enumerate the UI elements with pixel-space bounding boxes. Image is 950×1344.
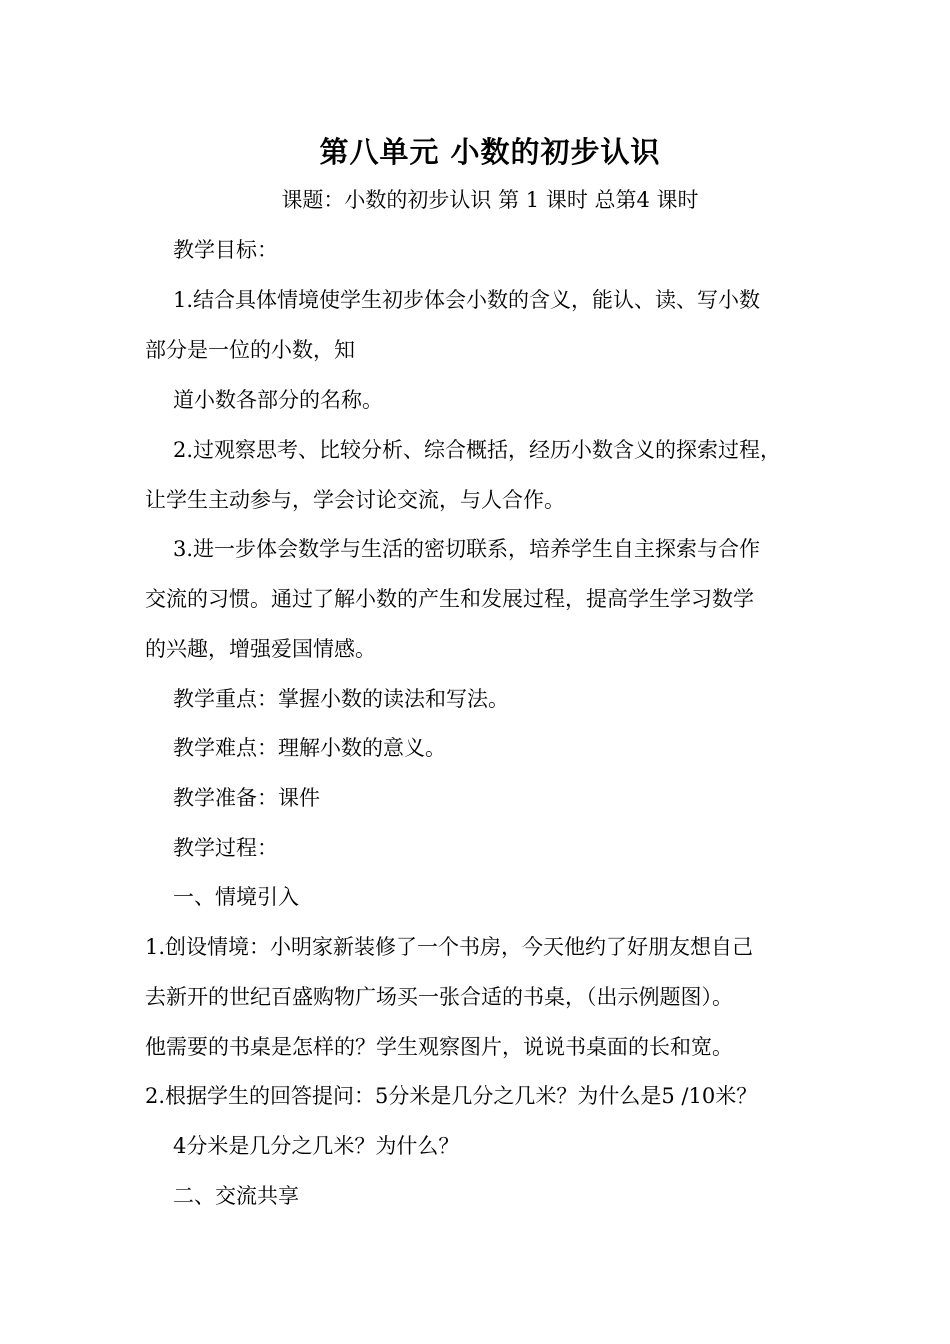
text-line: 教学难点：理解小数的意义。 <box>173 736 446 760</box>
text-line: 1.创设情境：小明家新装修了一个书房，今天他约了好朋友想自己 <box>145 935 754 959</box>
text-line: 他需要的书桌是怎样的？学生观察图片，说说书桌面的长和宽。 <box>145 1035 733 1059</box>
text-line: 教学目标： <box>173 238 278 262</box>
text-line: 道小数各部分的名称。 <box>173 388 383 412</box>
text-line: 3.进一步体会数学与生活的密切联系，培养学生自主探索与合作 <box>173 537 761 561</box>
text-line: 部分是一位的小数，知 <box>145 338 355 362</box>
text-line: 1.结合具体情境使学生初步体会小数的含义，能认、读、写小数 <box>173 288 761 312</box>
document-title: 第八单元 小数的初步认识 <box>319 135 661 169</box>
text-line: 教学准备：课件 <box>173 786 320 810</box>
text-line: 一、情境引入 <box>173 885 299 909</box>
text-line: 2.过观察思考、比较分析、综合概括，经历小数含义的探索过程， <box>173 438 782 462</box>
lesson-subtitle: 课题：小数的初步认识 第 1 课时 总第4 课时 <box>281 188 699 212</box>
text-line: 教学过程： <box>173 836 278 860</box>
text-line: 二、交流共享 <box>173 1184 299 1208</box>
text-line: 2.根据学生的回答提问：5分米是几分之几米？为什么是5 /10米？ <box>145 1084 758 1108</box>
text-line: 教学重点：掌握小数的读法和写法。 <box>173 687 509 711</box>
text-line: 让学生主动参与，学会讨论交流，与人合作。 <box>145 488 565 512</box>
text-line: 交流的习惯。通过了解小数的产生和发展过程，提高学生学习数学 <box>145 587 754 611</box>
text-line: 去新开的世纪百盛购物广场买一张合适的书桌，（出示例题图）。 <box>145 985 733 1009</box>
text-line: 的兴趣，增强爱国情感。 <box>145 637 376 661</box>
text-line: 4分米是几分之几米？为什么？ <box>173 1134 460 1158</box>
